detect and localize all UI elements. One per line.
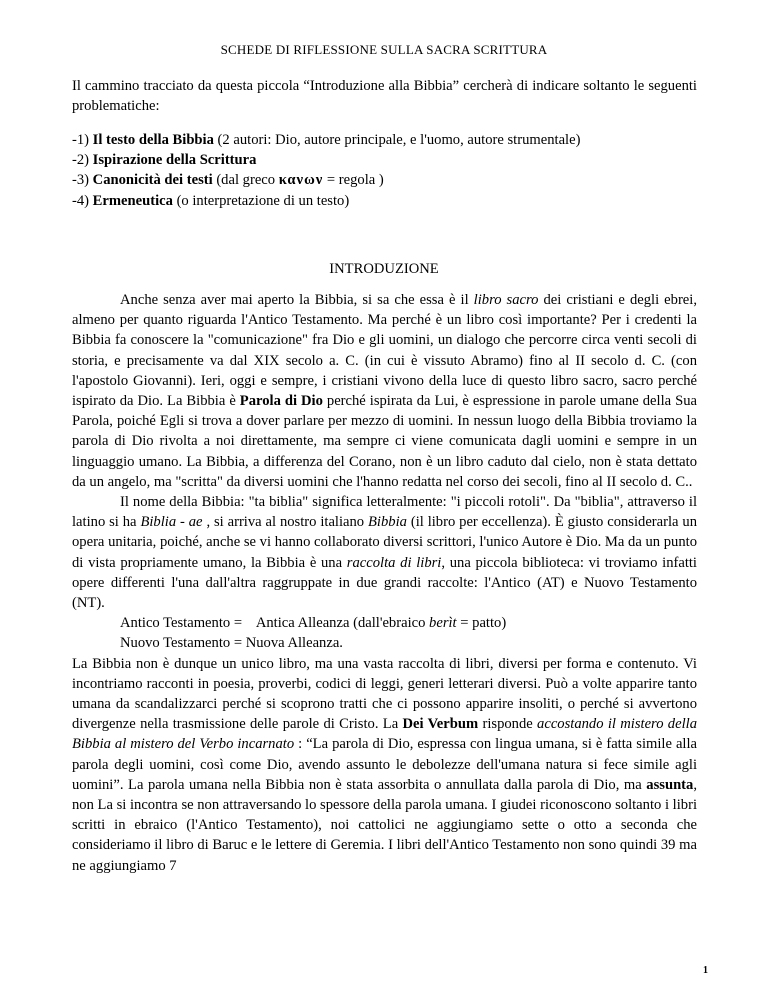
list-item: -4) Ermeneutica (o interpretazione di un testo) (72, 192, 350, 209)
list-item: -3) Canonicità dei testi (dal greco κανων = regola ) (72, 172, 384, 189)
body-text (72, 290, 697, 876)
page-number: 1 (703, 965, 708, 976)
list-item: -1) Il testo della Bibbia (2 autori: Dio, autore principale, e l'uomo, autore strumentale) (72, 132, 581, 148)
greek-word: κανων (278, 172, 324, 189)
topic-list (72, 130, 697, 211)
paragraph-1: Anche senza aver mai aperto la Bibbia, si sa che essa è il libro sacro dei cristiani e degli ebrei, almeno per quanto riguarda l'Antico Testamento. Ma perché è un libro così importante? Per i credenti la Bibbia fa conoscere la "comunicazione" fra Dio e gli uomini, un dialogo che percorre circa venti secoli di storia, e precisamente va dal XIX secolo a. C. (in cui è vissuto Abramo) fino al II secolo d. C. (con l'apostolo Giovanni). Ieri, oggi e sempre, i cristiani vivono della luce di questo libro sacro, sacro perché ispirato da Dio. La Bibbia è Parola di Dio perché ispirata da Lui, è espressione in parole umane della Sua Parola, poiché Egli si trova a dover parlare per mezzo di uomini. In nessun luogo della Bibbia troviamo la parola di Dio rivolta a noi direttamente, ma sempre ci viene comunicata dagli uomini e sempre in un linguaggio umano. La Bibbia, a differenza del Corano, non è un libro caduto dal cielo, non è stata dettato da un angelo, ma "scritta" da diversi uomini che l'hanno redatta nel corso dei secoli, fino al II secolo d. C.. (72, 292, 697, 490)
list-item: -2) Ispirazione della Scrittura (72, 152, 257, 169)
paragraph-5: La Bibbia non è dunque un unico libro, ma una vasta raccolta di libri, diversi per forma e contenuto. Vi incontriamo racconti in poesia, proverbi, codici di leggi, generi letterari diversi. Può a volte apparire tanto umana da scandalizzarci perché si scoprono tratti che ci possono apparire insoliti, o perché si avvertono divergenze nella trasmissione delle parole di Cristo. La Dei Verbum risponde accostando il mistero della Bibbia al mistero del Verbo incarnato : “La parola di Dio, espressa con lingua umana, si è fatta simile alla parola degli uomini, così come Dio, avendo assunto le debolezze dell'umana natura si fece simile agli uomini”. La parola umana nella Bibbia non è stata assorbita o annullata dalla parola di Dio, ma assunta, non La si incontra se non attraversando lo spessore della parola umana. I giudei riconoscono soltanto i libri scritti in ebraico (l'Antico Testamento), noi cattolici ne aggiungiamo sette o otto a seconda che consideriamo il libro di Baruc e le lettere di Geremia. I libri dell'Antico Testamento non sono quindi 39 ma ne aggiungiamo 7 (72, 655, 698, 874)
intro-paragraph: Il cammino tracciato da questa piccola “Introduzione alla Bibbia” cercherà di indicare soltanto le seguenti problematiche: (72, 78, 697, 115)
document-title: SCHEDE DI RIFLESSIONE SULLA SACRA SCRITTURA (220, 42, 548, 57)
paragraph-4: Nuovo Testamento = Nuova Alleanza. (120, 635, 343, 652)
paragraph-3: Antico Testamento = Antica Alleanza (dall'ebraico berìt = patto) (120, 615, 507, 632)
section-heading: INTRODUZIONE (329, 261, 439, 277)
paragraph-2: Il nome della Bibbia: "ta biblia" significa letteralmente: "i piccoli rotoli". Da "biblia", attraverso il latino si ha Biblia - ae , si arriva al nostro italiano Bibbia (il libro per eccellenza). È giusto considerarla un opera unitaria, poiché, anche se vi hanno collaborato diversi scrittori, l'unico Autore è Dio. Ma da un punto di vista propriamente umano, la Bibbia è una raccolta di libri, una piccola biblioteca: vi troviamo infatti opere differenti l'una dall'altra raggruppate in due grandi raccolte: l'Antico (AT) e Nuovo Testamento (NT). (72, 494, 698, 612)
